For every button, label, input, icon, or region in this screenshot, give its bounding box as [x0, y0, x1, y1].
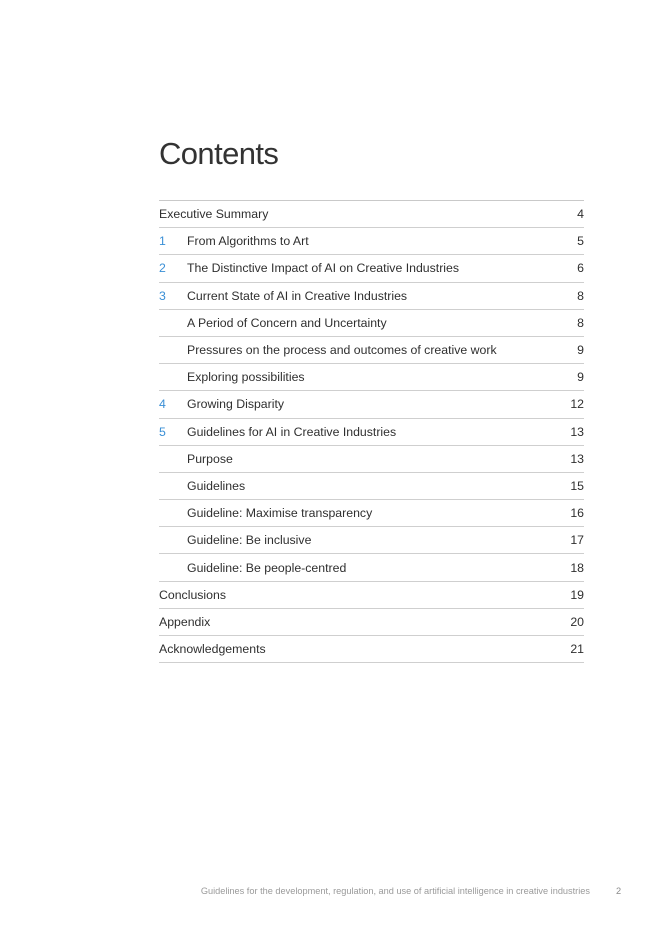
toc-entry-section[interactable]: [159, 446, 584, 473]
toc-entry-number: 1: [159, 234, 166, 249]
toc-entry-title: Pressures on the process and outcomes of creative work: [187, 343, 497, 358]
toc-entry-section[interactable]: [159, 500, 584, 527]
toc-entry-page: 13: [570, 451, 584, 466]
toc-entry-chapter-2[interactable]: [159, 255, 584, 282]
toc-entry-acknowledgements[interactable]: [159, 636, 584, 663]
toc-entry-title: Purpose: [187, 451, 233, 466]
toc-entry-title: The Distinctive Impact of AI on Creative Industries: [187, 261, 460, 276]
toc-entry-title: Guideline: Maximise transparency: [187, 506, 373, 521]
toc-entry-title: Guidelines for AI in Creative Industries: [187, 424, 397, 439]
toc-entry-chapter-1[interactable]: [159, 228, 584, 255]
toc-entry-section[interactable]: [159, 310, 584, 337]
toc-entry-chapter-3[interactable]: [159, 283, 584, 310]
toc-entry-title: A Period of Concern and Uncertainty: [187, 315, 387, 330]
toc-entry-page: 5: [577, 234, 584, 249]
page-title: Contents: [159, 136, 279, 171]
toc-entry-title: Guideline: Be inclusive: [187, 533, 312, 548]
toc-entry-title: Conclusions: [159, 587, 226, 602]
toc-entry-title: From Algorithms to Art: [187, 234, 309, 249]
toc-entry-number: 4: [159, 397, 166, 412]
toc-entry-page: 20: [570, 614, 584, 629]
toc-entry-title: Growing Disparity: [187, 397, 285, 412]
toc-entry-number: 5: [159, 424, 166, 439]
toc-entry-title: Guideline: Be people-centred: [187, 560, 347, 575]
toc-entry-number: 2: [159, 261, 166, 276]
toc-entry-appendix[interactable]: [159, 609, 584, 636]
toc-entry-page: 6: [577, 261, 584, 276]
footer-document-title: Guidelines for the development, regulation, and use of artificial intelligence in creative industries: [200, 886, 590, 896]
toc-entry-section[interactable]: [159, 554, 584, 581]
toc-entry-title: Exploring possibilities: [187, 370, 305, 385]
toc-entry-title: Acknowledgements: [159, 642, 266, 657]
toc-entry-title: Executive Summary: [159, 207, 269, 222]
toc-entry-page: 15: [570, 478, 584, 493]
toc-entry-conclusions[interactable]: [159, 582, 584, 609]
toc-entry-title: Guidelines: [187, 478, 246, 493]
toc-entry-page: 9: [577, 343, 584, 358]
toc-entry-executive-summary[interactable]: [159, 201, 584, 228]
table-of-contents: [159, 200, 584, 663]
toc-entry-page: 8: [577, 288, 584, 303]
toc-entry-section[interactable]: [159, 364, 584, 391]
toc-entry-section[interactable]: [159, 527, 584, 554]
toc-entry-page: 9: [577, 370, 584, 385]
footer-page-number: 2: [616, 886, 622, 896]
toc-entry-title: Current State of AI in Creative Industries: [187, 288, 408, 303]
toc-entry-page: 16: [570, 506, 584, 521]
toc-entry-chapter-4[interactable]: [159, 391, 584, 418]
toc-entry-number: 3: [159, 288, 166, 303]
toc-entry-chapter-5[interactable]: [159, 419, 584, 446]
toc-entry-section[interactable]: [159, 337, 584, 364]
toc-entry-page: 8: [577, 315, 584, 330]
toc-entry-page: 13: [570, 424, 584, 439]
toc-entry-section[interactable]: [159, 473, 584, 500]
toc-entry-page: 17: [570, 533, 584, 548]
toc-entry-page: 21: [570, 642, 584, 657]
toc-entry-page: 19: [570, 587, 584, 602]
toc-entry-page: 4: [577, 207, 584, 222]
toc-entry-page: 12: [570, 397, 584, 412]
toc-entry-page: 18: [570, 560, 584, 575]
toc-entry-title: Appendix: [159, 614, 211, 629]
